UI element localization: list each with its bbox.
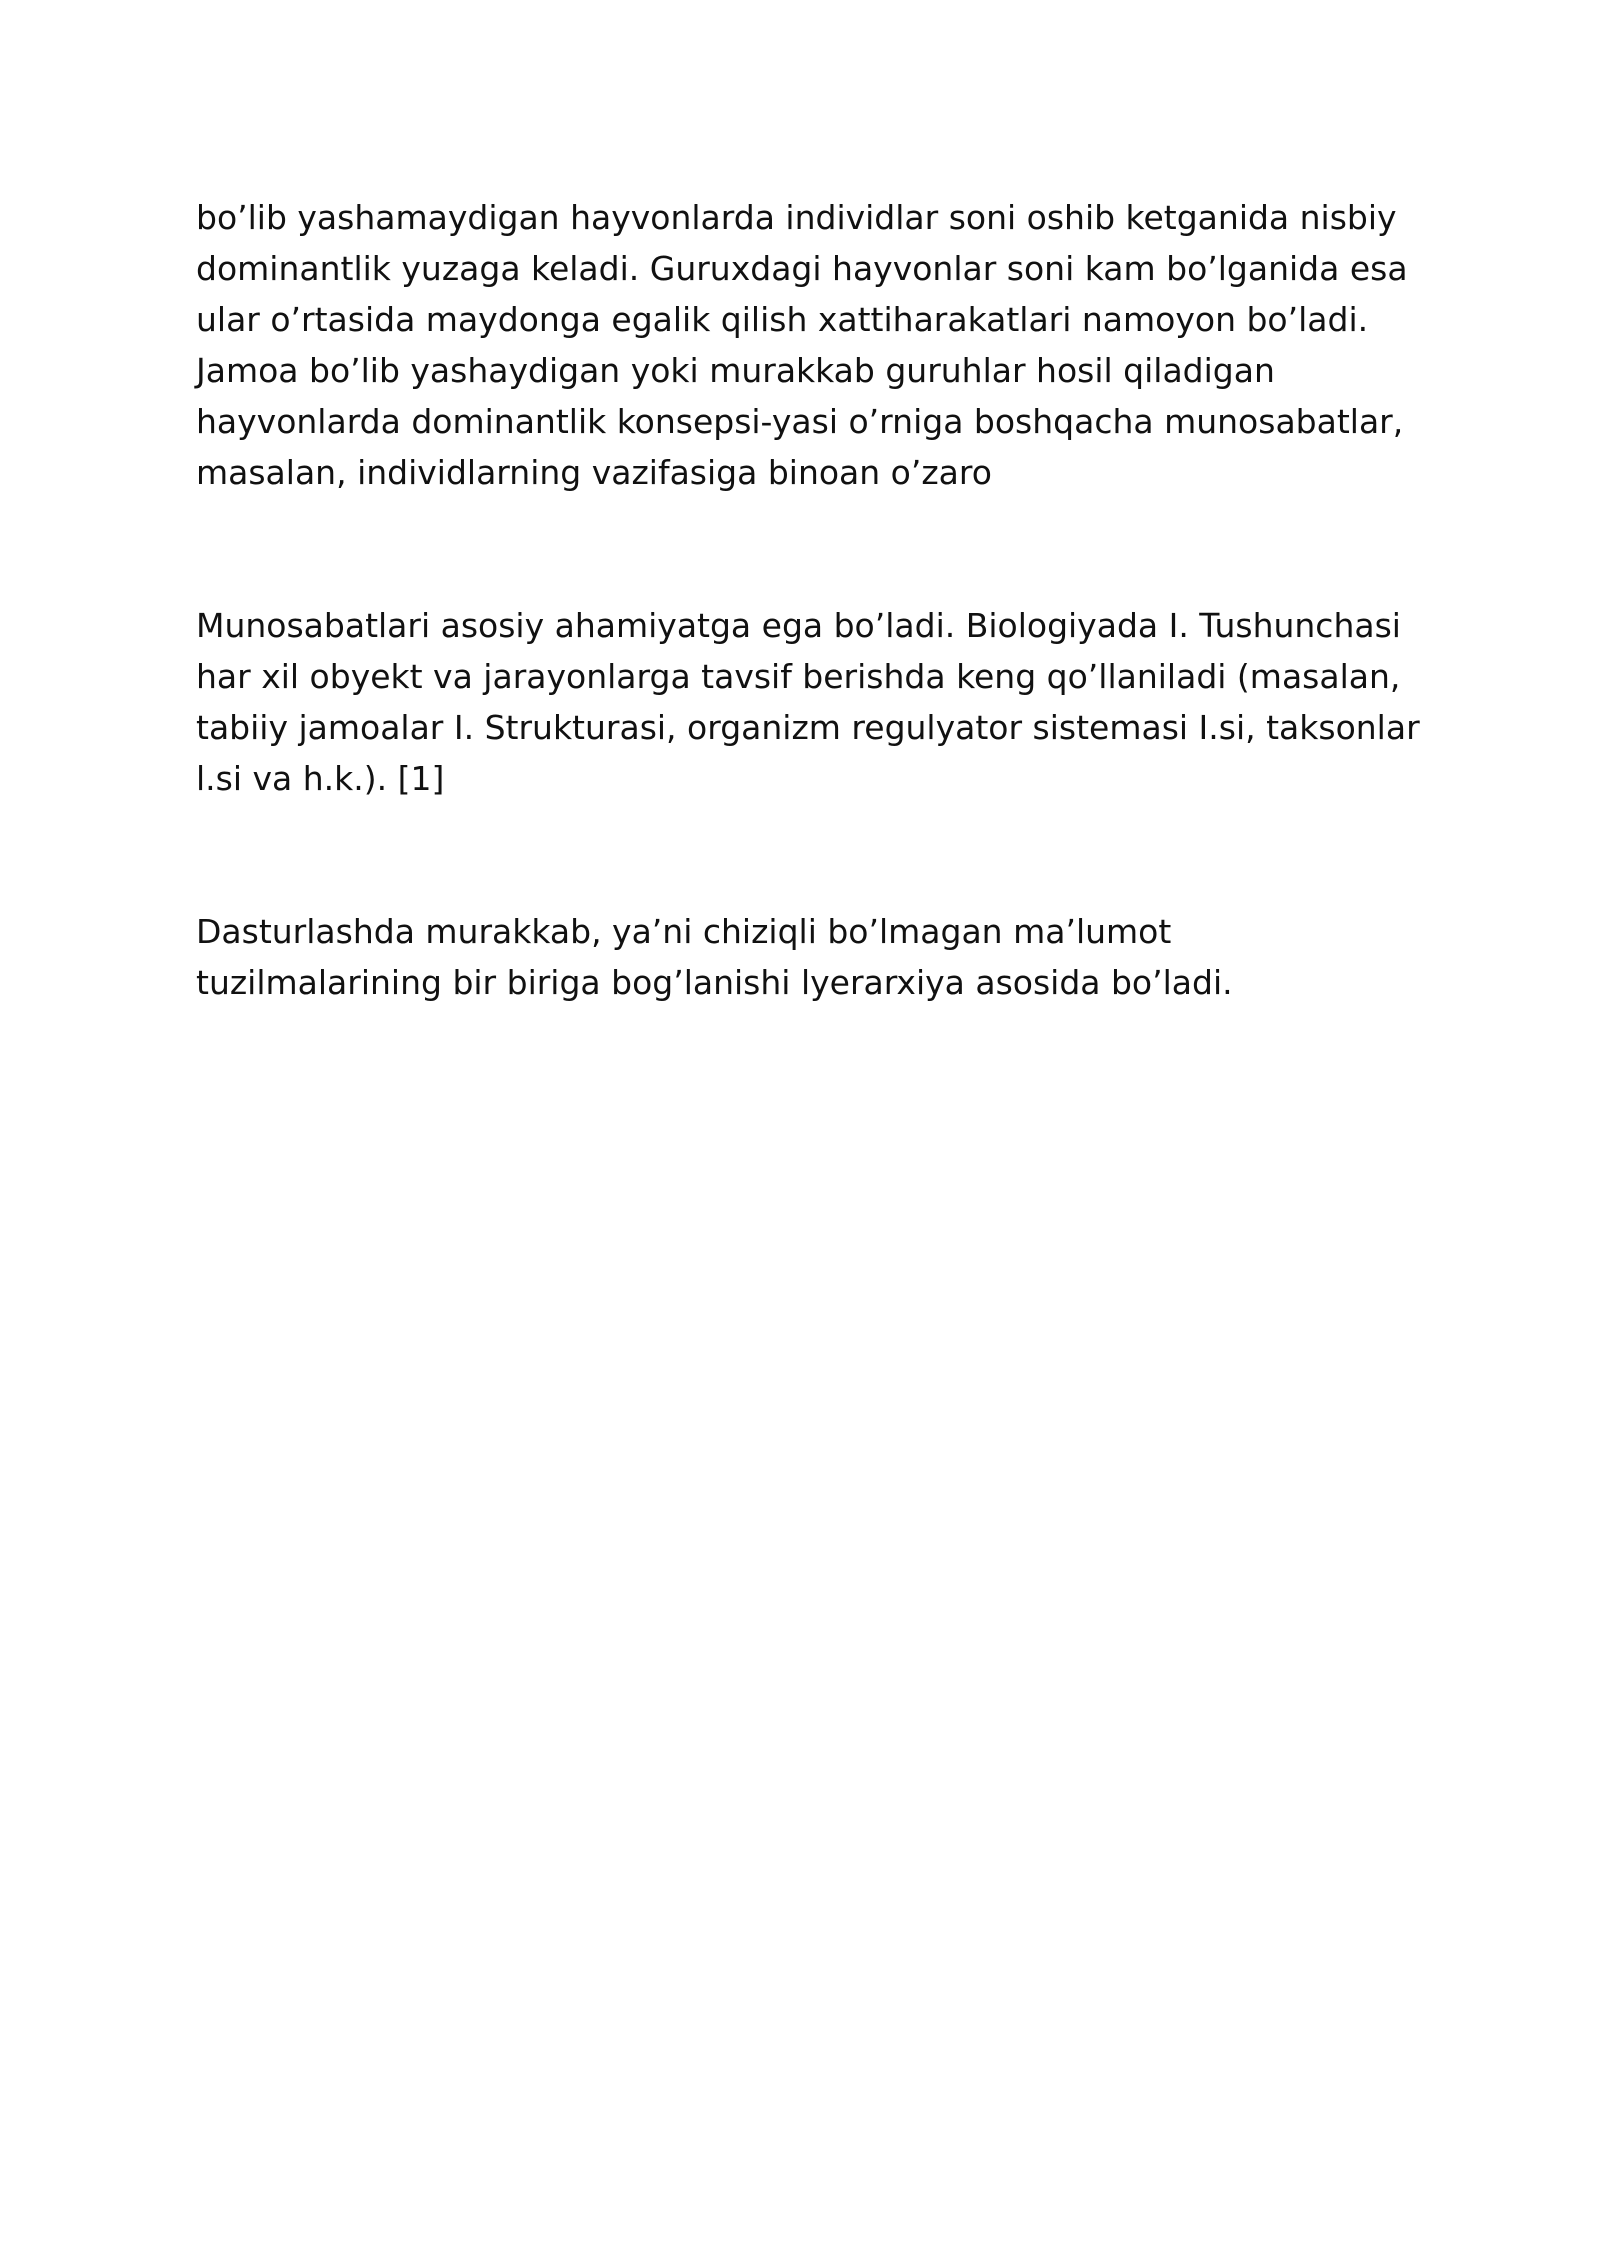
document-body (196, 192, 1426, 1008)
paragraph-dominance: bo’lib yashamaydigan hayvonlarda individlar soni oshib ketganida nisbiy dominantlik yuzaga keladi. Guruxdagi hayvonlar soni kam bo’lganida esa ular o’rtasida maydonga egalik qilish xattiharakatlari namoyon bo’ladi. Jamoa bo’lib yashaydigan yoki murakkab guruhlar hosil qiladigan hayvonlarda dominantlik konsepsi-yasi o’rniga boshqacha munosabatlar, masalan, individlarning vazifasiga binoan o’zaro (196, 198, 1408, 492)
paragraph-biology: Munosabatlari asosiy ahamiyatga ega bo’ladi. Biologiyada I. Tushunchasi har xil obyekt va jarayonlarga tavsif berishda keng qo’llaniladi (masalan, tabiiy jamoalar I. Strukturasi, organizm regulyator sistemasi I.si, taksonlar l.si va h.k.). [1] (196, 606, 1420, 798)
paragraph-programming: Dasturlashda murakkab, ya’ni chiziqli bo’lmagan ma’lumot tuzilmalarining bir biriga bog’lanishi lyerarxiya asosida bo’ladi. (196, 912, 1233, 1002)
